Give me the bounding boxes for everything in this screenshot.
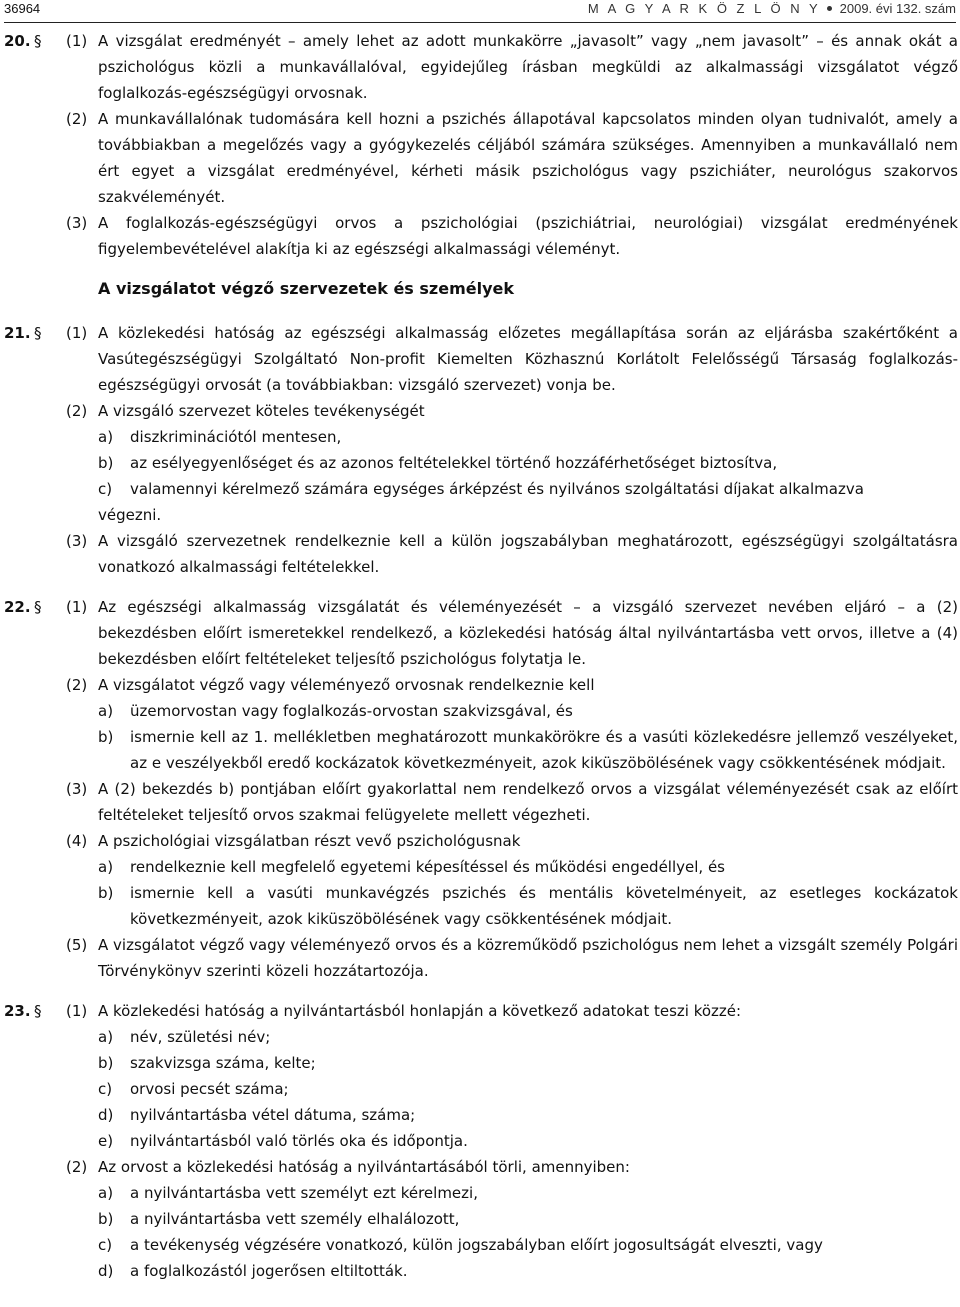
paragraph-text: A vizsgálat eredményét – amely lehet az adott munkakörre „javasolt” vagy „nem javasolt” – és annak okát a pszichológus közli a munkavállalóval, egyidejűleg írásban megküldi az alkalmassági vizsgálatot végző foglalkozás-egészségügyi orvosnak. [98, 32, 958, 102]
list-item [4, 1024, 958, 1050]
section-symbol: § [34, 598, 42, 616]
paragraph-text: A vizsgálatot végző vagy véleményező orvosnak rendelkeznie kell [98, 676, 595, 694]
paragraph-number: (1) [66, 598, 88, 616]
section-number: 22. [4, 598, 31, 616]
section-gap [4, 984, 958, 998]
list-item-label: b) [98, 1210, 114, 1228]
list-item [4, 1076, 958, 1102]
page-header [4, 0, 956, 23]
paragraph-text: A (2) bekezdés b) pontjában előírt gyakorlattal nem rendelkező orvos a vizsgálat véleményezését csak az előírt feltételeket teljesítő orvos szakmai felügyelete mellett végezheti. [98, 780, 958, 824]
list-item [4, 724, 958, 776]
list-item-label: d) [98, 1262, 114, 1280]
paragraph-22-4 [4, 828, 958, 854]
list-item [4, 1102, 958, 1128]
section-23 [4, 998, 958, 1284]
list-item [4, 476, 958, 502]
list-item-text: üzemorvostan vagy foglalkozás-orvostan szakvizsgával, és [130, 702, 573, 720]
journal-title: M A G Y A R K Ö Z L Ö N Y [587, 1, 821, 16]
list-item [4, 424, 958, 450]
list-item-label: a) [98, 702, 114, 720]
section-number: 23. [4, 1002, 31, 1020]
paragraph-22-1 [4, 594, 958, 672]
list-item-text: a nyilvántartásba vett személyt ezt kérelmezi, [130, 1184, 478, 1202]
list-item-label: a) [98, 428, 114, 446]
list-item [4, 1050, 958, 1076]
list-item-label: a) [98, 858, 114, 876]
paragraph-number: (2) [66, 1158, 88, 1176]
bullet-dot-icon [827, 6, 832, 11]
paragraph-22-5 [4, 932, 958, 984]
paragraph-text: A vizsgálatot végző vagy véleményező orvos és a közreműködő pszichológus nem lehet a vizsgált személy Polgári Törvénykönyv szerinti közeli hozzátartozója. [98, 936, 958, 980]
list-item-text: rendelkeznie kell megfelelő egyetemi képesítéssel és működési engedéllyel, és [130, 858, 725, 876]
paragraph-23-1 [4, 998, 958, 1024]
list-item-text: nyilvántartásba vétel dátuma, száma; [130, 1106, 416, 1124]
paragraph-number: (5) [66, 936, 88, 954]
paragraph-20-3 [4, 210, 958, 262]
list-item [4, 854, 958, 880]
paragraph-number: (1) [66, 1002, 88, 1020]
list-item-text: ismernie kell az 1. mellékletben meghatározott munkakörökre és a vasúti közlekedésre jellemző veszélyeket, az e veszélyekből eredő kockázatok következményeit, azok kiküszöbölésének vagy csökkentésének módjait. [130, 728, 958, 772]
list-item-label: c) [98, 1236, 113, 1254]
paragraph-number: (3) [66, 532, 88, 550]
list-item [4, 698, 958, 724]
list-item-label: a) [98, 1028, 114, 1046]
section-22 [4, 594, 958, 984]
list-item-label: b) [98, 454, 114, 472]
paragraph-text: A közlekedési hatóság a nyilvántartásból honlapján a következő adatokat teszi közzé: [98, 1002, 742, 1020]
paragraph-23-2 [4, 1154, 958, 1180]
section-21 [4, 320, 958, 580]
list-item-label: b) [98, 728, 114, 746]
paragraph-text: A foglalkozás-egészségügyi orvos a pszichológiai (pszichiátriai, neurológiai) vizsgálat eredményének figyelembevételével alakítja ki az egészségi alkalmassági véleményt. [98, 214, 958, 258]
paragraph-21-2 [4, 398, 958, 424]
paragraph-text: Az orvost a közlekedési hatóság a nyilvántartásából törli, amennyiben: [98, 1158, 630, 1176]
list-item-label: c) [98, 480, 113, 498]
list-item-text: a foglalkozástól jogerősen eltiltották. [130, 1262, 408, 1280]
list-item [4, 1206, 958, 1232]
paragraph-21-3 [4, 528, 958, 580]
list-item [4, 450, 958, 476]
document-body [4, 28, 958, 1284]
list-item [4, 1232, 958, 1258]
paragraph-20-2 [4, 106, 958, 210]
paragraph-number: (2) [66, 402, 88, 420]
paragraph-text: A vizsgáló szervezetnek rendelkeznie kell a külön jogszabályban meghatározott, egészségügyi szolgáltatásra vonatkozó alkalmassági feltételekkel. [98, 532, 958, 576]
paragraph-text: A pszichológiai vizsgálatban részt vevő pszichológusnak [98, 832, 521, 850]
paragraph-number: (1) [66, 324, 88, 342]
section-symbol: § [34, 1002, 42, 1020]
list-item-label: e) [98, 1132, 114, 1150]
section-gap [4, 580, 958, 594]
section-20 [4, 28, 958, 262]
paragraph-text: A munkavállalónak tudomására kell hozni a pszichés állapotával kapcsolatos minden olyan tudnivalót, amely a továbbiakban a megelőzés vagy a gyógykezelés céljából számára szükséges. Amennyiben a munkavállaló nem ért egyet a vizsgálat eredményével, kérheti másik pszichológus vagy pszichiáter, neurológus szakorvos szakvéleményét. [98, 110, 958, 206]
list-item-text: az esélyegyenlőséget és az azonos feltételekkel történő hozzáférhetőséget biztosítva, [130, 454, 778, 472]
list-item-text: a nyilvántartásba vett személy elhalálozott, [130, 1210, 460, 1228]
journal-title-block [588, 0, 956, 18]
section-symbol: § [34, 32, 42, 50]
list-item [4, 1180, 958, 1206]
list-item-text: a tevékenység végzésére vonatkozó, külön jogszabályban előírt jogosultságát elveszti, vagy [130, 1236, 823, 1254]
section-symbol: § [34, 324, 42, 342]
section-number: 21. [4, 324, 31, 342]
paragraph-text: A vizsgáló szervezet köteles tevékenységét [98, 402, 425, 420]
paragraph-22-2 [4, 672, 958, 698]
paragraph-number: (4) [66, 832, 88, 850]
list-item-text: valamennyi kérelmező számára egységes árképzést és nyilvános szolgáltatási díjakat alkalmazva [130, 480, 864, 498]
list-item [4, 1128, 958, 1154]
paragraph-text: Az egészségi alkalmasság vizsgálatát és véleményezését – a vizsgáló szervezet nevében eljáró – a (2) bekezdésben előírt ismeretekkel rendelkező, a közlekedési hatóság által nyilvántartásba vett orvos, illetve a (4) bekezdésben előírt feltételeket teljesítő pszichológus folytatja le. [98, 598, 958, 668]
paragraph-number: (2) [66, 676, 88, 694]
paragraph-continuation: végezni. [98, 506, 162, 524]
list-item-text: ismernie kell a vasúti munkavégzés pszichés és mentális követelményeit, az esetleges kockázatok következményeit, azok kiküszöbölésének vagy csökkentésének módjait. [130, 884, 958, 928]
paragraph-number: (2) [66, 110, 88, 128]
page-number: 36964 [4, 1, 41, 16]
list-item [4, 1258, 958, 1284]
list-item-label: a) [98, 1184, 114, 1202]
paragraph-number: (1) [66, 32, 88, 50]
list-item [4, 880, 958, 932]
paragraph-number: (3) [66, 780, 88, 798]
list-item-label: c) [98, 1080, 113, 1098]
paragraph-21-1 [4, 320, 958, 398]
list-item-text: név, születési név; [130, 1028, 271, 1046]
section-number: 20. [4, 32, 31, 50]
list-item-label: b) [98, 1054, 114, 1072]
list-item-text: szakvizsga száma, kelte; [130, 1054, 316, 1072]
paragraph-22-3 [4, 776, 958, 828]
list-item-label: b) [98, 884, 114, 902]
list-item-text: orvosi pecsét száma; [130, 1080, 289, 1098]
paragraph-number: (3) [66, 214, 88, 232]
issue-label: 2009. évi 132. szám [839, 1, 956, 16]
list-item-label: d) [98, 1106, 114, 1124]
section-heading: A vizsgálatot végző szervezetek és személyek [98, 279, 514, 298]
list-item-text: nyilvántartásból való törlés oka és időpontja. [130, 1132, 468, 1150]
list-item-text: diszkriminációtól mentesen, [130, 428, 342, 446]
paragraph-20-1 [4, 28, 958, 106]
paragraph-text: A közlekedési hatóság az egészségi alkalmasság előzetes megállapítása során az eljárásba szakértőként a Vasútegészségügyi Szolgáltató Non-profit Kiemelten Közhasznú Korlátolt Felelősségű Társaság foglalkozás-egészségügyi orvosát (a továbbiakban: vizsgáló szervezet) vonja be. [98, 324, 958, 394]
